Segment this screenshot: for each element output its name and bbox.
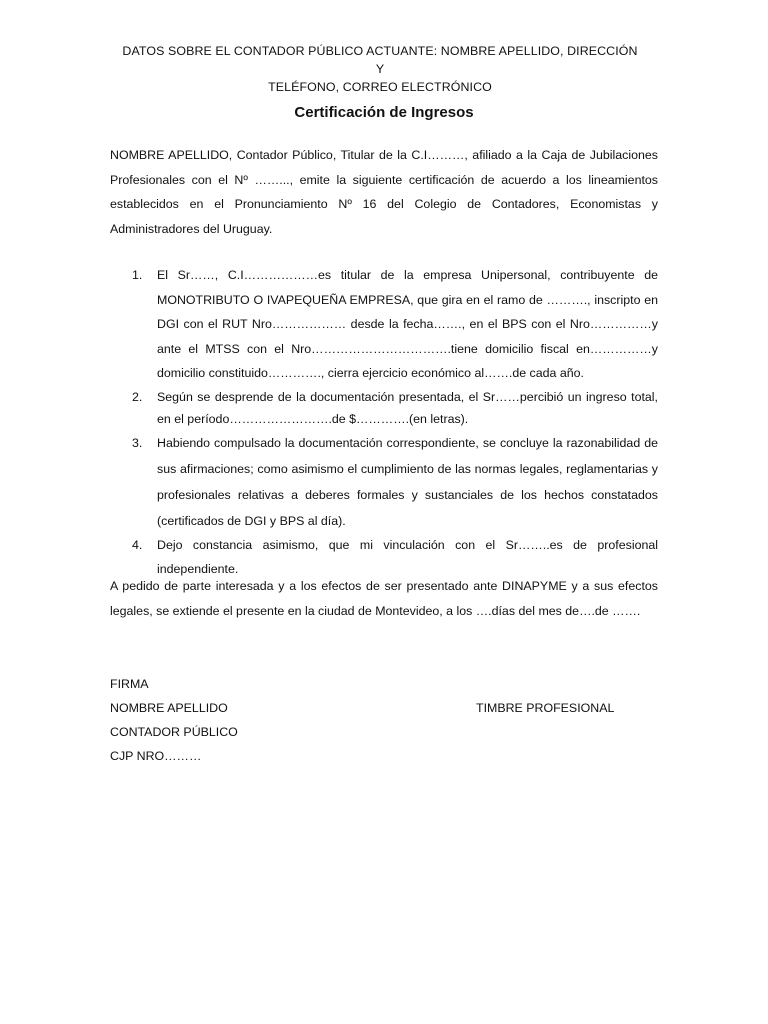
signature-name: NOMBRE APELLIDO bbox=[110, 701, 228, 715]
signature-label: FIRMA bbox=[110, 677, 149, 691]
list-item-number: 3. bbox=[132, 435, 143, 450]
intro-paragraph: NOMBRE APELLIDO, Contador Público, Titular de la C.I………, afiliado a la Caja de Jubilaciones Profesionales con el Nº ……..., emite la siguiente certificación de acuerdo a los lineamientos establecidos en el Pronunciamiento Nº 16 del Colegio de Contadores, Economistas y Administradores del Uruguay. bbox=[110, 148, 658, 236]
signature-role: CONTADOR PÚBLICO bbox=[110, 725, 238, 739]
list-item bbox=[110, 430, 658, 534]
header-line-2: TELÉFONO, CORREO ELECTRÓNICO bbox=[268, 80, 492, 94]
list-item bbox=[110, 386, 658, 430]
accountant-data-header bbox=[120, 42, 640, 96]
list-item-number: 4. bbox=[132, 537, 143, 552]
list-item-number: 1. bbox=[132, 268, 143, 282]
list-item-text: Dejo constancia asimismo, que mi vinculación con el Sr……..es de profesional independiente. bbox=[157, 537, 658, 576]
document-title: Certificación de Ingresos bbox=[294, 104, 474, 121]
signature-cjp-number: CJP NRO……… bbox=[110, 749, 202, 763]
professional-stamp-label: TIMBRE PROFESIONAL bbox=[476, 701, 615, 715]
closing-paragraph: A pedido de parte interesada y a los efectos de ser presentado ante DINAPYME y a sus efectos legales, se extiende el presente en la ciudad de Montevideo, a los ….días del mes de….de ……. bbox=[110, 579, 658, 618]
list-item bbox=[110, 263, 658, 386]
list-item-number: 2. bbox=[132, 389, 143, 404]
header-line-1: DATOS SOBRE EL CONTADOR PÚBLICO ACTUANTE: NOMBRE APELLIDO, DIRECCIÓN Y bbox=[122, 44, 638, 76]
certification-list bbox=[110, 263, 658, 582]
list-item-text: Según se desprende de la documentación presentada, el Sr……percibió un ingreso total, en el período…………………….de $………….(en letras). bbox=[157, 389, 658, 426]
list-item-text: Habiendo compulsado la documentación correspondiente, se concluye la razonabilidad de sus afirmaciones; como asimismo el cumplimiento de las normas legales, reglamentarias y profesionales relativas a deberes formales y sustanciales de los hechos constatados (certificados de DGI y BPS al día). bbox=[157, 435, 658, 528]
list-item-text: El Sr……, C.I………………es titular de la empresa Unipersonal, contribuyente de MONOTRIBUTO O IVAPEQUEÑA EMPRESA, que gira en el ramo de ………., inscripto en DGI con el RUT Nro……………… desde la fecha……., en el BPS con el Nro……………y ante el MTSS con el Nro…………………………….tiene domicilio fiscal en……………y domicilio constituido…………., cierra ejercicio económico al…….de cada año. bbox=[157, 268, 658, 380]
